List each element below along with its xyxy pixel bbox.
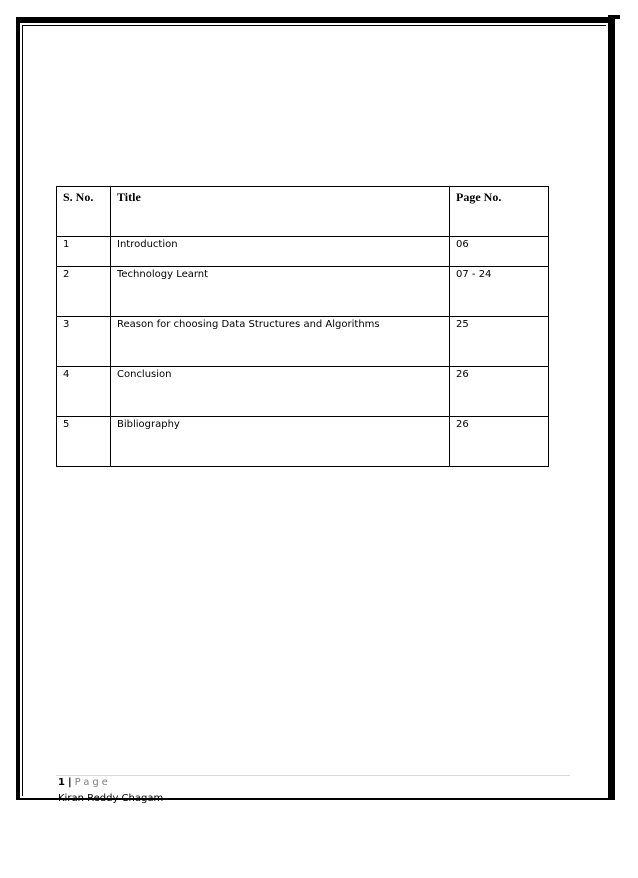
cell-page: 26 [450,417,549,467]
cell-page: 07 - 24 [450,267,549,317]
cell-title: Technology Learnt [111,267,450,317]
table-of-contents [56,186,549,467]
page-number: 1 [58,777,65,788]
page-border-corner [608,15,620,19]
cell-title: Introduction [111,237,450,267]
cell-sno: 3 [57,317,111,367]
table-row [57,367,549,417]
header-title: Title [111,187,450,237]
page-border-inner-left [22,25,23,796]
header-page: Page No. [450,187,549,237]
cell-title: Conclusion [111,367,450,417]
header-sno: S. No. [57,187,111,237]
table-row [57,237,549,267]
footer-author: Kiran Reddy Chagam [58,793,164,804]
footer-page-number [58,776,111,789]
cell-page: 26 [450,367,549,417]
table-row [57,267,549,317]
cell-title: Reason for choosing Data Structures and Algorithms [111,317,450,367]
cell-page: 25 [450,317,549,367]
table-row [57,317,549,367]
table-row [57,417,549,467]
cell-sno: 1 [57,237,111,267]
cell-page: 06 [450,237,549,267]
cell-sno: 4 [57,367,111,417]
page-separator: | [67,777,72,788]
cell-title: Bibliography [111,417,450,467]
footer-rule [56,775,570,776]
cell-sno: 2 [57,267,111,317]
page-border-inner-top [22,25,606,26]
cell-sno: 5 [57,417,111,467]
page-word: Page [74,777,111,788]
table-header-row [57,187,549,237]
